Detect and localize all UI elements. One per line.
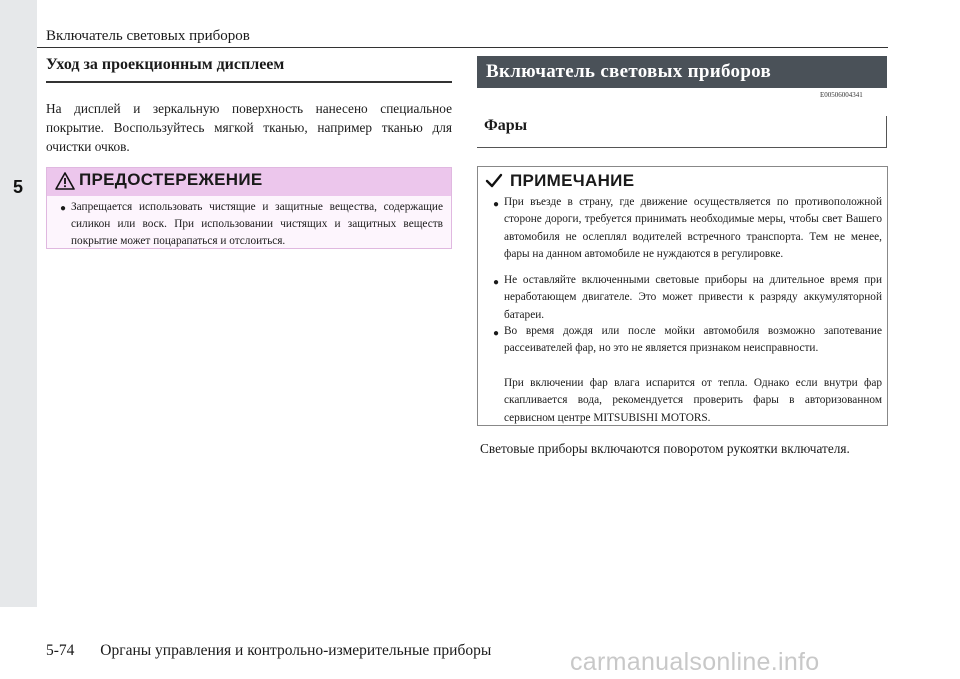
- caution-item: Запрещается использовать чистящие и защитные вещества, содержащие силикон или воск. При использовании чистящих и защитных веществ покрытие может поцарапаться и отслоиться.: [71, 201, 443, 247]
- section-title-hud-care: Уход за проекционным дисплеем: [46, 56, 285, 73]
- note-continuation: При включении фар влага испарится от тепла. Однако если внутри фар скапливается вода, рекомендуется проверить фары в авторизованном сервисном центре MITSUBISHI MOTORS.: [504, 377, 882, 424]
- note-box: [477, 166, 888, 426]
- document-code: E00506004341: [820, 91, 863, 99]
- bullet-icon: ●: [60, 203, 67, 214]
- caution-header: [47, 168, 451, 196]
- chapter-number: 5: [12, 177, 23, 197]
- section-banner: [477, 56, 887, 88]
- caution-title: ПРЕДОСТЕРЕЖЕНИЕ: [79, 170, 263, 189]
- page-number: 5-74: [46, 642, 75, 659]
- caution-box: [46, 167, 452, 249]
- note-item: Во время дождя или после мойки автомобиля возможно запотевание рассеивателей фар, но это не является признаком неисправности.: [504, 325, 882, 355]
- chapter-sidebar: [0, 0, 37, 607]
- subsection-divider: [477, 147, 887, 148]
- note-item: При въезде в страну, где движение осуществляется по противоположной стороне дороги, требуется принимать необходимые меры, чтобы свет Вашего автомобиля не ослеплял водителей встречного транспорта. Тем не менее, фары на данном автомобиле не нуждаются в регулировке.: [504, 196, 882, 260]
- watermark: carmanualsonline.info: [570, 648, 820, 676]
- chapter-name: Органы управления и контрольно-измерительные приборы: [100, 642, 492, 659]
- subsection-side-rule: [886, 116, 887, 148]
- hud-care-paragraph: На дисплей и зеркальную поверхность нанесено специальное покрытие. Воспользуйтесь мягкой тканью, например тканью для очистки очков.: [46, 101, 452, 154]
- warning-triangle-icon: [55, 171, 75, 191]
- bullet-icon: ●: [493, 328, 500, 339]
- checkmark-icon: [484, 171, 504, 191]
- subsection-title: Фары: [484, 117, 528, 134]
- section-divider: [46, 81, 452, 83]
- page-footer: [46, 642, 491, 660]
- bullet-icon: ●: [493, 199, 500, 210]
- header-divider: [37, 47, 888, 48]
- note-title: ПРИМЕЧАНИЕ: [510, 171, 635, 190]
- bullet-icon: ●: [493, 277, 500, 288]
- note-item: Не оставляйте включенными световые приборы на длительное время при неработающем двигателе. Это может привести к разряду аккумуляторной батареи.: [504, 274, 882, 321]
- headlights-paragraph: Световые приборы включаются поворотом рукоятки включателя.: [480, 441, 850, 456]
- section-banner-title: Включатель световых приборов: [486, 61, 772, 82]
- running-header: Включатель световых приборов: [46, 28, 250, 44]
